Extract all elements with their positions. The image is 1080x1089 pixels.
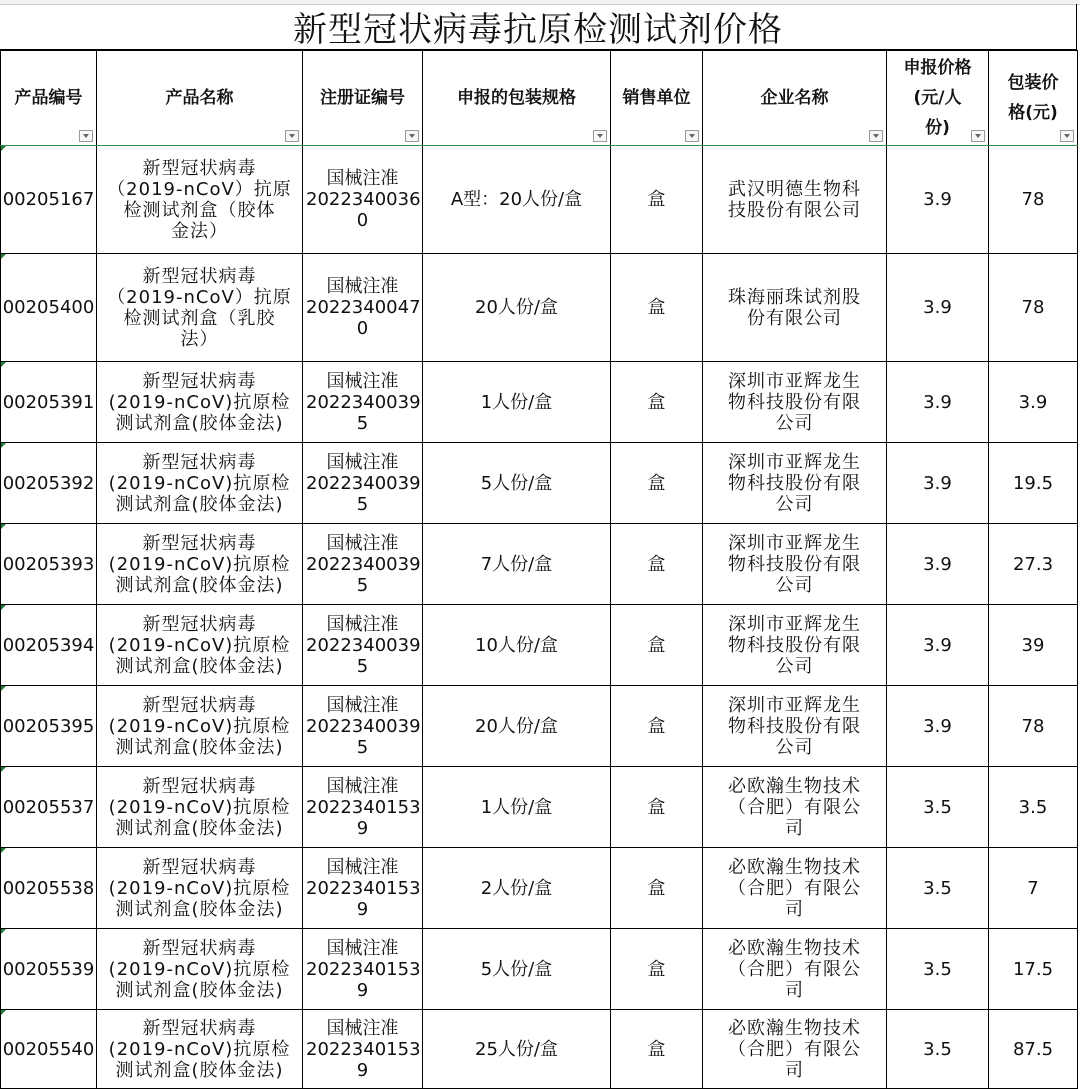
- header-price-label-1: 申报价格: [903, 58, 972, 78]
- header-cert: [303, 51, 423, 146]
- cell-company-name[interactable]: [703, 848, 887, 929]
- cell-package-spec[interactable]: [423, 929, 611, 1010]
- cell-company-name-line: 深圳市亚辉龙生: [728, 370, 861, 392]
- cell-package-spec-text: 1人份/盒: [480, 391, 553, 413]
- cell-unit-price[interactable]: [887, 686, 989, 767]
- cell-package-price-text: 7: [1027, 877, 1039, 899]
- product-code-text: 00205394: [2, 634, 95, 656]
- product-code-text: 00205392: [2, 472, 95, 494]
- cell-company-name-line: 珠海丽珠试剂股: [728, 286, 861, 308]
- cell-package-price-text: 3.5: [1018, 796, 1048, 818]
- product-code-text: 00205393: [2, 553, 95, 575]
- cell-product-name-line: (2019-nCoV)抗原检: [108, 715, 291, 737]
- cell-unit-price[interactable]: [887, 254, 989, 362]
- cell-package-spec-text: 5人份/盒: [480, 958, 553, 980]
- cell-registration-number[interactable]: [303, 848, 423, 929]
- cell-marker: [1, 767, 6, 772]
- cell-product-name-line: 测试剂盒(胶体金法): [115, 736, 284, 758]
- header-pack: [989, 51, 1078, 146]
- sheet-title: 新型冠状病毒抗原检测试剂价格: [0, 4, 1077, 50]
- cell-sales-unit-text: 盒: [647, 189, 666, 210]
- cell-company-name-line: （合肥）有限公: [728, 958, 861, 980]
- cell-company-name-line: 公司: [775, 412, 814, 434]
- cell-company-name[interactable]: [703, 767, 887, 848]
- cell-registration-number[interactable]: [303, 929, 423, 1010]
- cell-registration-number-line: 2022340039: [306, 391, 421, 413]
- header-cert-label: 注册证编号: [320, 88, 405, 108]
- cell-company-name-line: 必欧瀚生物技术: [728, 937, 861, 959]
- cell-company-name[interactable]: [703, 524, 887, 605]
- cell-unit-price[interactable]: [887, 524, 989, 605]
- cell-product-name[interactable]: [97, 848, 303, 929]
- cell-unit-price-text: 3.5: [923, 1038, 952, 1060]
- cell-registration-number-line: 国械注准: [326, 168, 399, 189]
- header-company-label: 企业名称: [760, 88, 829, 108]
- cell-sales-unit[interactable]: [611, 254, 703, 362]
- product-code-text: 00205540: [2, 1038, 95, 1060]
- cell-product-name-line: 测试剂盒(胶体金法): [115, 817, 284, 839]
- cell-product-name[interactable]: [97, 1010, 303, 1089]
- cell-package-price[interactable]: [989, 605, 1078, 686]
- header-price: [887, 51, 989, 146]
- cell-product-name-line: (2019-nCoV)抗原检: [108, 391, 291, 413]
- table-row: [1, 1010, 1078, 1089]
- cell-package-spec[interactable]: [423, 443, 611, 524]
- cell-registration-number-line: 9: [356, 979, 369, 1001]
- cell-marker: [1, 362, 6, 367]
- cell-product-code[interactable]: [1, 848, 97, 929]
- cell-package-spec-text: 20人份/盒: [475, 297, 558, 318]
- cell-product-name-line: 新型冠状病毒: [142, 775, 257, 797]
- cell-product-name[interactable]: [97, 929, 303, 1010]
- cell-registration-number-line: 国械注准: [326, 451, 399, 473]
- cell-product-code[interactable]: [1, 254, 97, 362]
- cell-registration-number[interactable]: [303, 362, 423, 443]
- cell-unit-price[interactable]: [887, 1010, 989, 1089]
- cell-product-name-line: 测试剂盒(胶体金法): [115, 412, 284, 434]
- cell-registration-number[interactable]: [303, 686, 423, 767]
- cell-sales-unit-text: 盒: [647, 958, 666, 980]
- cell-company-name-line: （合肥）有限公: [728, 1038, 861, 1060]
- cell-unit-price-text: 3.5: [923, 877, 952, 899]
- cell-product-code[interactable]: [1, 686, 97, 767]
- cell-registration-number[interactable]: [303, 254, 423, 362]
- cell-unit-price-text: 3.9: [923, 634, 952, 656]
- cell-marker: [1, 605, 6, 610]
- cell-company-name[interactable]: [703, 605, 887, 686]
- table-row: [1, 524, 1078, 605]
- cell-registration-number-line: 5: [356, 412, 369, 434]
- header-pack-label-2: 格(元): [1008, 103, 1058, 123]
- cell-package-spec[interactable]: [423, 524, 611, 605]
- cell-unit-price-text: 3.5: [923, 958, 952, 980]
- cell-company-name-line: 物科技股份有限: [728, 634, 861, 656]
- cell-package-price[interactable]: [989, 767, 1078, 848]
- product-code-text: 00205538: [2, 877, 95, 899]
- cell-package-spec[interactable]: [423, 686, 611, 767]
- filter-dropdown-icon[interactable]: [285, 130, 299, 142]
- cell-sales-unit[interactable]: [611, 686, 703, 767]
- cell-company-name-line: 司: [785, 817, 804, 839]
- cell-product-name-line: 新型冠状病毒: [142, 937, 257, 959]
- cell-registration-number[interactable]: [303, 443, 423, 524]
- cell-company-name-line: 公司: [775, 493, 814, 515]
- cell-product-name-line: (2019-nCoV)抗原检: [108, 958, 291, 980]
- cell-product-name[interactable]: [97, 524, 303, 605]
- cell-package-spec[interactable]: [423, 1010, 611, 1089]
- cell-company-name-line: 深圳市亚辉龙生: [728, 532, 861, 554]
- cell-company-name-line: 公司: [775, 736, 814, 758]
- cell-registration-number[interactable]: [303, 146, 423, 254]
- cell-company-name[interactable]: [703, 686, 887, 767]
- cell-company-name[interactable]: [703, 254, 887, 362]
- cell-sales-unit[interactable]: [611, 605, 703, 686]
- product-code-text: 00205395: [2, 715, 95, 737]
- table-row: [1, 254, 1078, 362]
- cell-company-name-line: 必欧瀚生物技术: [728, 1017, 861, 1039]
- cell-package-price-text: 78: [1021, 189, 1045, 210]
- cell-company-name-line: 技股份有限公司: [728, 199, 861, 221]
- cell-product-name-line: 法）: [180, 328, 219, 350]
- cell-company-name-line: 武汉明德生物科: [728, 178, 861, 200]
- cell-product-name-line: 新型冠状病毒: [142, 370, 257, 392]
- cell-package-price[interactable]: [989, 848, 1078, 929]
- cell-company-name-line: 物科技股份有限: [728, 553, 861, 575]
- cell-product-name-line: 新型冠状病毒: [142, 856, 257, 878]
- cell-sales-unit-text: 盒: [647, 553, 666, 575]
- cell-product-name-line: （2019-nCoV）抗原: [107, 286, 292, 308]
- cell-package-price[interactable]: [989, 146, 1078, 254]
- cell-company-name-line: 公司: [775, 655, 814, 677]
- cell-package-price-text: 27.3: [1012, 553, 1054, 575]
- cell-company-name[interactable]: [703, 146, 887, 254]
- cell-sales-unit[interactable]: [611, 767, 703, 848]
- cell-company-name[interactable]: [703, 362, 887, 443]
- cell-package-price-text: 78: [1021, 297, 1045, 318]
- cell-package-price-text: 17.5: [1012, 958, 1054, 980]
- cell-package-spec-text: 20人份/盒: [475, 715, 558, 737]
- cell-package-price-text: 19.5: [1012, 472, 1054, 494]
- cell-company-name-line: 份有限公司: [747, 307, 842, 329]
- cell-product-name[interactable]: [97, 146, 303, 254]
- cell-product-name-line: 新型冠状病毒: [142, 451, 257, 473]
- header-price-label-2: (元/人: [913, 88, 962, 108]
- cell-unit-price-text: 3.9: [923, 297, 952, 318]
- cell-company-name[interactable]: [703, 1010, 887, 1089]
- filter-dropdown-icon[interactable]: [869, 130, 883, 142]
- cell-product-name-line: (2019-nCoV)抗原检: [108, 796, 291, 818]
- cell-product-code[interactable]: [1, 929, 97, 1010]
- cell-package-spec-text: 5人份/盒: [480, 472, 553, 494]
- cell-product-name-line: (2019-nCoV)抗原检: [108, 634, 291, 656]
- cell-unit-price-text: 3.5: [923, 796, 952, 818]
- cell-registration-number-line: 国械注准: [326, 370, 399, 392]
- cell-registration-number[interactable]: [303, 767, 423, 848]
- cell-product-name-line: 新型冠状病毒: [142, 694, 257, 716]
- cell-product-code[interactable]: [1, 443, 97, 524]
- cell-product-code[interactable]: [1, 146, 97, 254]
- cell-product-name[interactable]: [97, 362, 303, 443]
- cell-product-code[interactable]: [1, 1010, 97, 1089]
- cell-company-name-line: 必欧瀚生物技术: [728, 775, 861, 797]
- cell-company-name-line: 物科技股份有限: [728, 472, 861, 494]
- cell-product-name[interactable]: [97, 443, 303, 524]
- cell-package-spec[interactable]: [423, 605, 611, 686]
- cell-registration-number-line: 国械注准: [326, 937, 399, 959]
- table-row: [1, 767, 1078, 848]
- cell-product-name-line: 测试剂盒(胶体金法): [115, 898, 284, 920]
- cell-sales-unit-text: 盒: [647, 877, 666, 899]
- cell-product-code[interactable]: [1, 767, 97, 848]
- cell-product-name[interactable]: [97, 767, 303, 848]
- cell-registration-number-line: 5: [356, 574, 369, 596]
- filter-dropdown-icon[interactable]: [593, 130, 607, 142]
- cell-registration-number[interactable]: [303, 605, 423, 686]
- filter-dropdown-icon[interactable]: [685, 130, 699, 142]
- header-price-label-3: 份): [925, 118, 950, 138]
- cell-sales-unit-text: 盒: [647, 297, 666, 318]
- cell-company-name-line: 物科技股份有限: [728, 391, 861, 413]
- cell-sales-unit-text: 盒: [647, 1038, 666, 1060]
- cell-unit-price[interactable]: [887, 146, 989, 254]
- table-row: [1, 146, 1078, 254]
- table-body: [1, 146, 1078, 1089]
- header-spec-label: 申报的包装规格: [457, 88, 576, 108]
- cell-registration-number-line: 国械注准: [326, 1017, 399, 1039]
- cell-product-name-line: (2019-nCoV)抗原检: [108, 553, 291, 575]
- cell-package-spec-text: 1人份/盒: [480, 796, 553, 818]
- cell-company-name-line: 必欧瀚生物技术: [728, 856, 861, 878]
- cell-company-name-line: 公司: [775, 574, 814, 596]
- cell-product-name[interactable]: [97, 686, 303, 767]
- cell-registration-number-line: 5: [356, 493, 369, 515]
- cell-package-spec[interactable]: [423, 848, 611, 929]
- cell-sales-unit[interactable]: [611, 1010, 703, 1089]
- cell-product-name-line: (2019-nCoV)抗原检: [108, 877, 291, 899]
- cell-product-name-line: 测试剂盒(胶体金法): [115, 574, 284, 596]
- cell-product-name-line: (2019-nCoV)抗原检: [108, 1038, 291, 1060]
- cell-package-spec-text: A型：20人份/盒: [450, 189, 583, 210]
- filter-dropdown-icon[interactable]: [79, 130, 93, 142]
- cell-unit-price[interactable]: [887, 767, 989, 848]
- cell-sales-unit-text: 盒: [647, 715, 666, 737]
- cell-unit-price-text: 3.9: [923, 472, 952, 494]
- cell-registration-number-line: 9: [356, 898, 369, 920]
- cell-unit-price-text: 3.9: [923, 715, 952, 737]
- cell-product-name-line: 新型冠状病毒: [142, 532, 257, 554]
- cell-registration-number-line: 2022340039: [306, 553, 421, 575]
- header-code-label: 产品编号: [14, 88, 83, 108]
- table-row: [1, 686, 1078, 767]
- cell-package-spec-text: 25人份/盒: [475, 1038, 558, 1060]
- cell-product-name-line: 检测试剂盒（乳胶: [123, 307, 276, 329]
- cell-product-name-line: 测试剂盒(胶体金法): [115, 655, 284, 677]
- product-code-text: 00205167: [2, 189, 95, 210]
- cell-product-name-line: （2019-nCoV）抗原: [107, 178, 292, 200]
- cell-package-price[interactable]: [989, 254, 1078, 362]
- cell-company-name-line: （合肥）有限公: [728, 877, 861, 899]
- cell-registration-number-line: 国械注准: [326, 276, 399, 297]
- table-row: [1, 362, 1078, 443]
- cell-unit-price-text: 3.9: [923, 553, 952, 575]
- cell-registration-number-line: 国械注准: [326, 856, 399, 878]
- spreadsheet: [0, 4, 1077, 1089]
- cell-sales-unit[interactable]: [611, 362, 703, 443]
- cell-product-name-line: 测试剂盒(胶体金法): [115, 1059, 284, 1081]
- cell-product-code[interactable]: [1, 605, 97, 686]
- cell-marker: [1, 524, 6, 529]
- cell-product-name-line: 新型冠状病毒: [142, 265, 257, 287]
- cell-marker: [1, 146, 6, 151]
- cell-product-code[interactable]: [1, 524, 97, 605]
- cell-registration-number-line: 国械注准: [326, 694, 399, 716]
- cell-marker: [1, 848, 6, 853]
- cell-company-name-line: 司: [785, 898, 804, 920]
- cell-package-price[interactable]: [989, 929, 1078, 1010]
- cell-registration-number[interactable]: [303, 1010, 423, 1089]
- cell-package-price-text: 39: [1021, 634, 1045, 656]
- cell-package-spec-text: 10人份/盒: [475, 634, 558, 656]
- cell-unit-price[interactable]: [887, 848, 989, 929]
- cell-registration-number-line: 2022340039: [306, 715, 421, 737]
- cell-company-name-line: 深圳市亚辉龙生: [728, 451, 861, 473]
- cell-registration-number-line: 国械注准: [326, 775, 399, 797]
- cell-marker: [1, 443, 6, 448]
- cell-registration-number-line: 2022340153: [306, 796, 421, 818]
- cell-registration-number-line: 0: [356, 318, 369, 339]
- cell-registration-number-line: 5: [356, 736, 369, 758]
- cell-registration-number[interactable]: [303, 524, 423, 605]
- header-company: [703, 51, 887, 146]
- cell-company-name-line: （合肥）有限公: [728, 796, 861, 818]
- cell-unit-price-text: 3.9: [923, 189, 952, 210]
- table-row: [1, 605, 1078, 686]
- product-code-text: 00205539: [2, 958, 95, 980]
- cell-unit-price[interactable]: [887, 362, 989, 443]
- product-code-text: 00205400: [2, 297, 95, 318]
- header-pack-label-1: 包装价: [1007, 73, 1059, 93]
- product-code-text: 00205537: [2, 796, 95, 818]
- cell-package-spec-text: 7人份/盒: [480, 553, 553, 575]
- cell-sales-unit[interactable]: [611, 146, 703, 254]
- cell-package-price[interactable]: [989, 524, 1078, 605]
- cell-company-name-line: 深圳市亚辉龙生: [728, 613, 861, 635]
- cell-registration-number-line: 2022340153: [306, 1038, 421, 1060]
- product-code-text: 00205391: [2, 391, 95, 413]
- cell-company-name-line: 深圳市亚辉龙生: [728, 694, 861, 716]
- cell-registration-number-line: 2022340036: [306, 189, 421, 210]
- cell-product-name[interactable]: [97, 254, 303, 362]
- cell-package-spec[interactable]: [423, 767, 611, 848]
- cell-product-name-line: 金法）: [171, 220, 228, 242]
- header-unit: [611, 51, 703, 146]
- cell-package-price[interactable]: [989, 1010, 1078, 1089]
- cell-package-price[interactable]: [989, 686, 1078, 767]
- cell-registration-number-line: 国械注准: [326, 613, 399, 635]
- cell-package-spec[interactable]: [423, 362, 611, 443]
- cell-package-spec[interactable]: [423, 146, 611, 254]
- cell-product-name-line: 新型冠状病毒: [142, 613, 257, 635]
- cell-sales-unit[interactable]: [611, 848, 703, 929]
- cell-company-name-line: 司: [785, 1059, 804, 1081]
- cell-product-name-line: 检测试剂盒（胶体: [123, 199, 276, 221]
- cell-sales-unit-text: 盒: [647, 796, 666, 818]
- header-unit-label: 销售单位: [622, 88, 691, 108]
- cell-sales-unit-text: 盒: [647, 634, 666, 656]
- cell-sales-unit-text: 盒: [647, 472, 666, 494]
- cell-product-name[interactable]: [97, 605, 303, 686]
- cell-package-price[interactable]: [989, 362, 1078, 443]
- filter-dropdown-icon[interactable]: [405, 130, 419, 142]
- cell-marker: [1, 254, 6, 259]
- cell-unit-price-text: 3.9: [923, 391, 952, 413]
- cell-sales-unit-text: 盒: [647, 391, 666, 413]
- cell-marker: [1, 929, 6, 934]
- cell-marker: [1, 686, 6, 691]
- cell-package-price-text: 87.5: [1012, 1038, 1054, 1060]
- cell-company-name[interactable]: [703, 443, 887, 524]
- header-row: [1, 51, 1078, 146]
- cell-product-name-line: 测试剂盒(胶体金法): [115, 979, 284, 1001]
- cell-company-name[interactable]: [703, 929, 887, 1010]
- cell-sales-unit[interactable]: [611, 524, 703, 605]
- cell-unit-price[interactable]: [887, 605, 989, 686]
- cell-registration-number-line: 9: [356, 817, 369, 839]
- cell-registration-number-line: 2022340153: [306, 877, 421, 899]
- cell-product-code[interactable]: [1, 362, 97, 443]
- cell-registration-number-line: 2022340047: [306, 297, 421, 318]
- cell-company-name-line: 司: [785, 979, 804, 1001]
- header-name-label: 产品名称: [165, 88, 234, 108]
- cell-registration-number-line: 2022340039: [306, 634, 421, 656]
- cell-registration-number-line: 2022340039: [306, 472, 421, 494]
- cell-unit-price[interactable]: [887, 443, 989, 524]
- header-spec: [423, 51, 611, 146]
- cell-package-price[interactable]: [989, 443, 1078, 524]
- cell-company-name-line: 物科技股份有限: [728, 715, 861, 737]
- cell-registration-number-line: 9: [356, 1059, 369, 1081]
- cell-sales-unit[interactable]: [611, 929, 703, 1010]
- cell-registration-number-line: 5: [356, 655, 369, 677]
- cell-sales-unit[interactable]: [611, 443, 703, 524]
- filter-dropdown-icon[interactable]: [1060, 130, 1074, 142]
- table-row: [1, 848, 1078, 929]
- filter-dropdown-icon[interactable]: [971, 130, 985, 142]
- table-row: [1, 929, 1078, 1010]
- cell-registration-number-line: 国械注准: [326, 532, 399, 554]
- table-row: [1, 443, 1078, 524]
- cell-product-name-line: 测试剂盒(胶体金法): [115, 493, 284, 515]
- cell-product-name-line: 新型冠状病毒: [142, 1017, 257, 1039]
- cell-registration-number-line: 0: [356, 210, 369, 231]
- cell-package-price-text: 78: [1021, 715, 1045, 737]
- cell-registration-number-line: 2022340153: [306, 958, 421, 980]
- cell-unit-price[interactable]: [887, 929, 989, 1010]
- price-table: [0, 50, 1078, 1089]
- cell-package-spec-text: 2人份/盒: [480, 877, 553, 899]
- cell-product-name-line: 新型冠状病毒: [142, 157, 257, 179]
- cell-product-name-line: (2019-nCoV)抗原检: [108, 472, 291, 494]
- header-code: [1, 51, 97, 146]
- header-name: [97, 51, 303, 146]
- cell-package-price-text: 3.9: [1018, 391, 1048, 413]
- cell-marker: [1, 1010, 6, 1015]
- cell-package-spec[interactable]: [423, 254, 611, 362]
